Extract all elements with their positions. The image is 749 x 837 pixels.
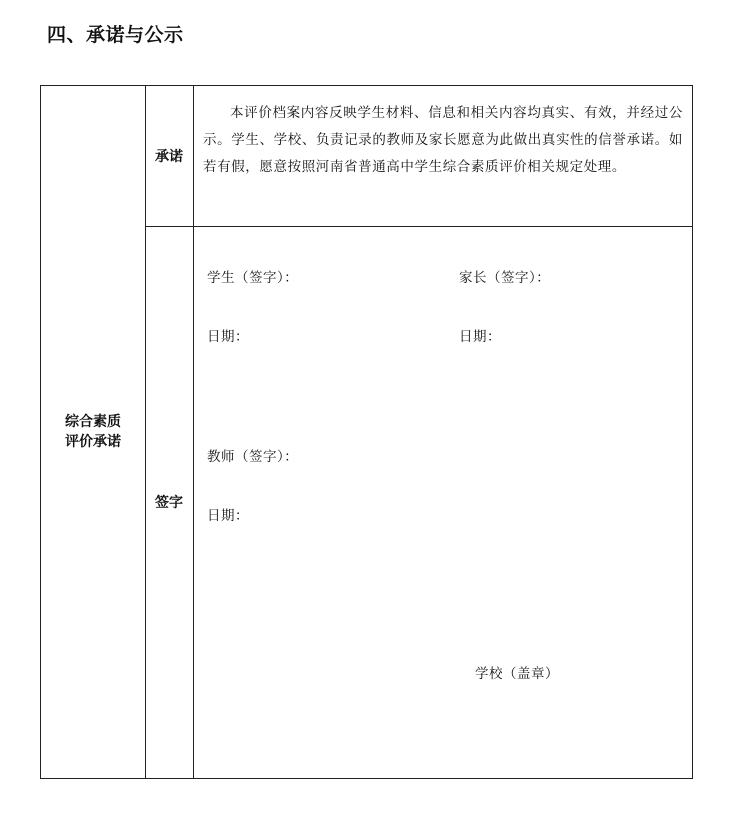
student-signature-field: 学生（签字）： xyxy=(207,270,299,286)
pledge-form-table xyxy=(40,85,693,779)
evaluation-pledge-label-line1: 综合素质 xyxy=(65,414,121,430)
evaluation-pledge-label-line2: 评价承诺 xyxy=(65,434,121,450)
table-divider-vertical-2 xyxy=(193,86,194,778)
parent-date-field: 日期： xyxy=(459,329,501,345)
parent-signature-field: 家长（签字）： xyxy=(459,270,551,286)
evaluation-pledge-label xyxy=(41,86,145,778)
signature-label: 签字 xyxy=(155,495,183,511)
pledge-label: 承诺 xyxy=(155,149,183,165)
section-title: 四、承诺与公示 xyxy=(47,24,184,46)
teacher-date-field: 日期： xyxy=(207,508,249,524)
pledge-statement: 本评价档案内容反映学生材料、信息和相关内容均真实、有效，并经过公示。学生、学校、负责记录的教师及家长愿意为此做出真实性的信誉承诺。如若有假，愿意按照河南省普通高中学生综合素质评价相关规定处理。 xyxy=(203,105,683,175)
school-seal-field: 学校（盖章） xyxy=(475,666,559,682)
student-date-field: 日期： xyxy=(207,329,249,345)
teacher-signature-field: 教师（签字）： xyxy=(207,449,299,465)
table-divider-horizontal xyxy=(145,226,692,227)
